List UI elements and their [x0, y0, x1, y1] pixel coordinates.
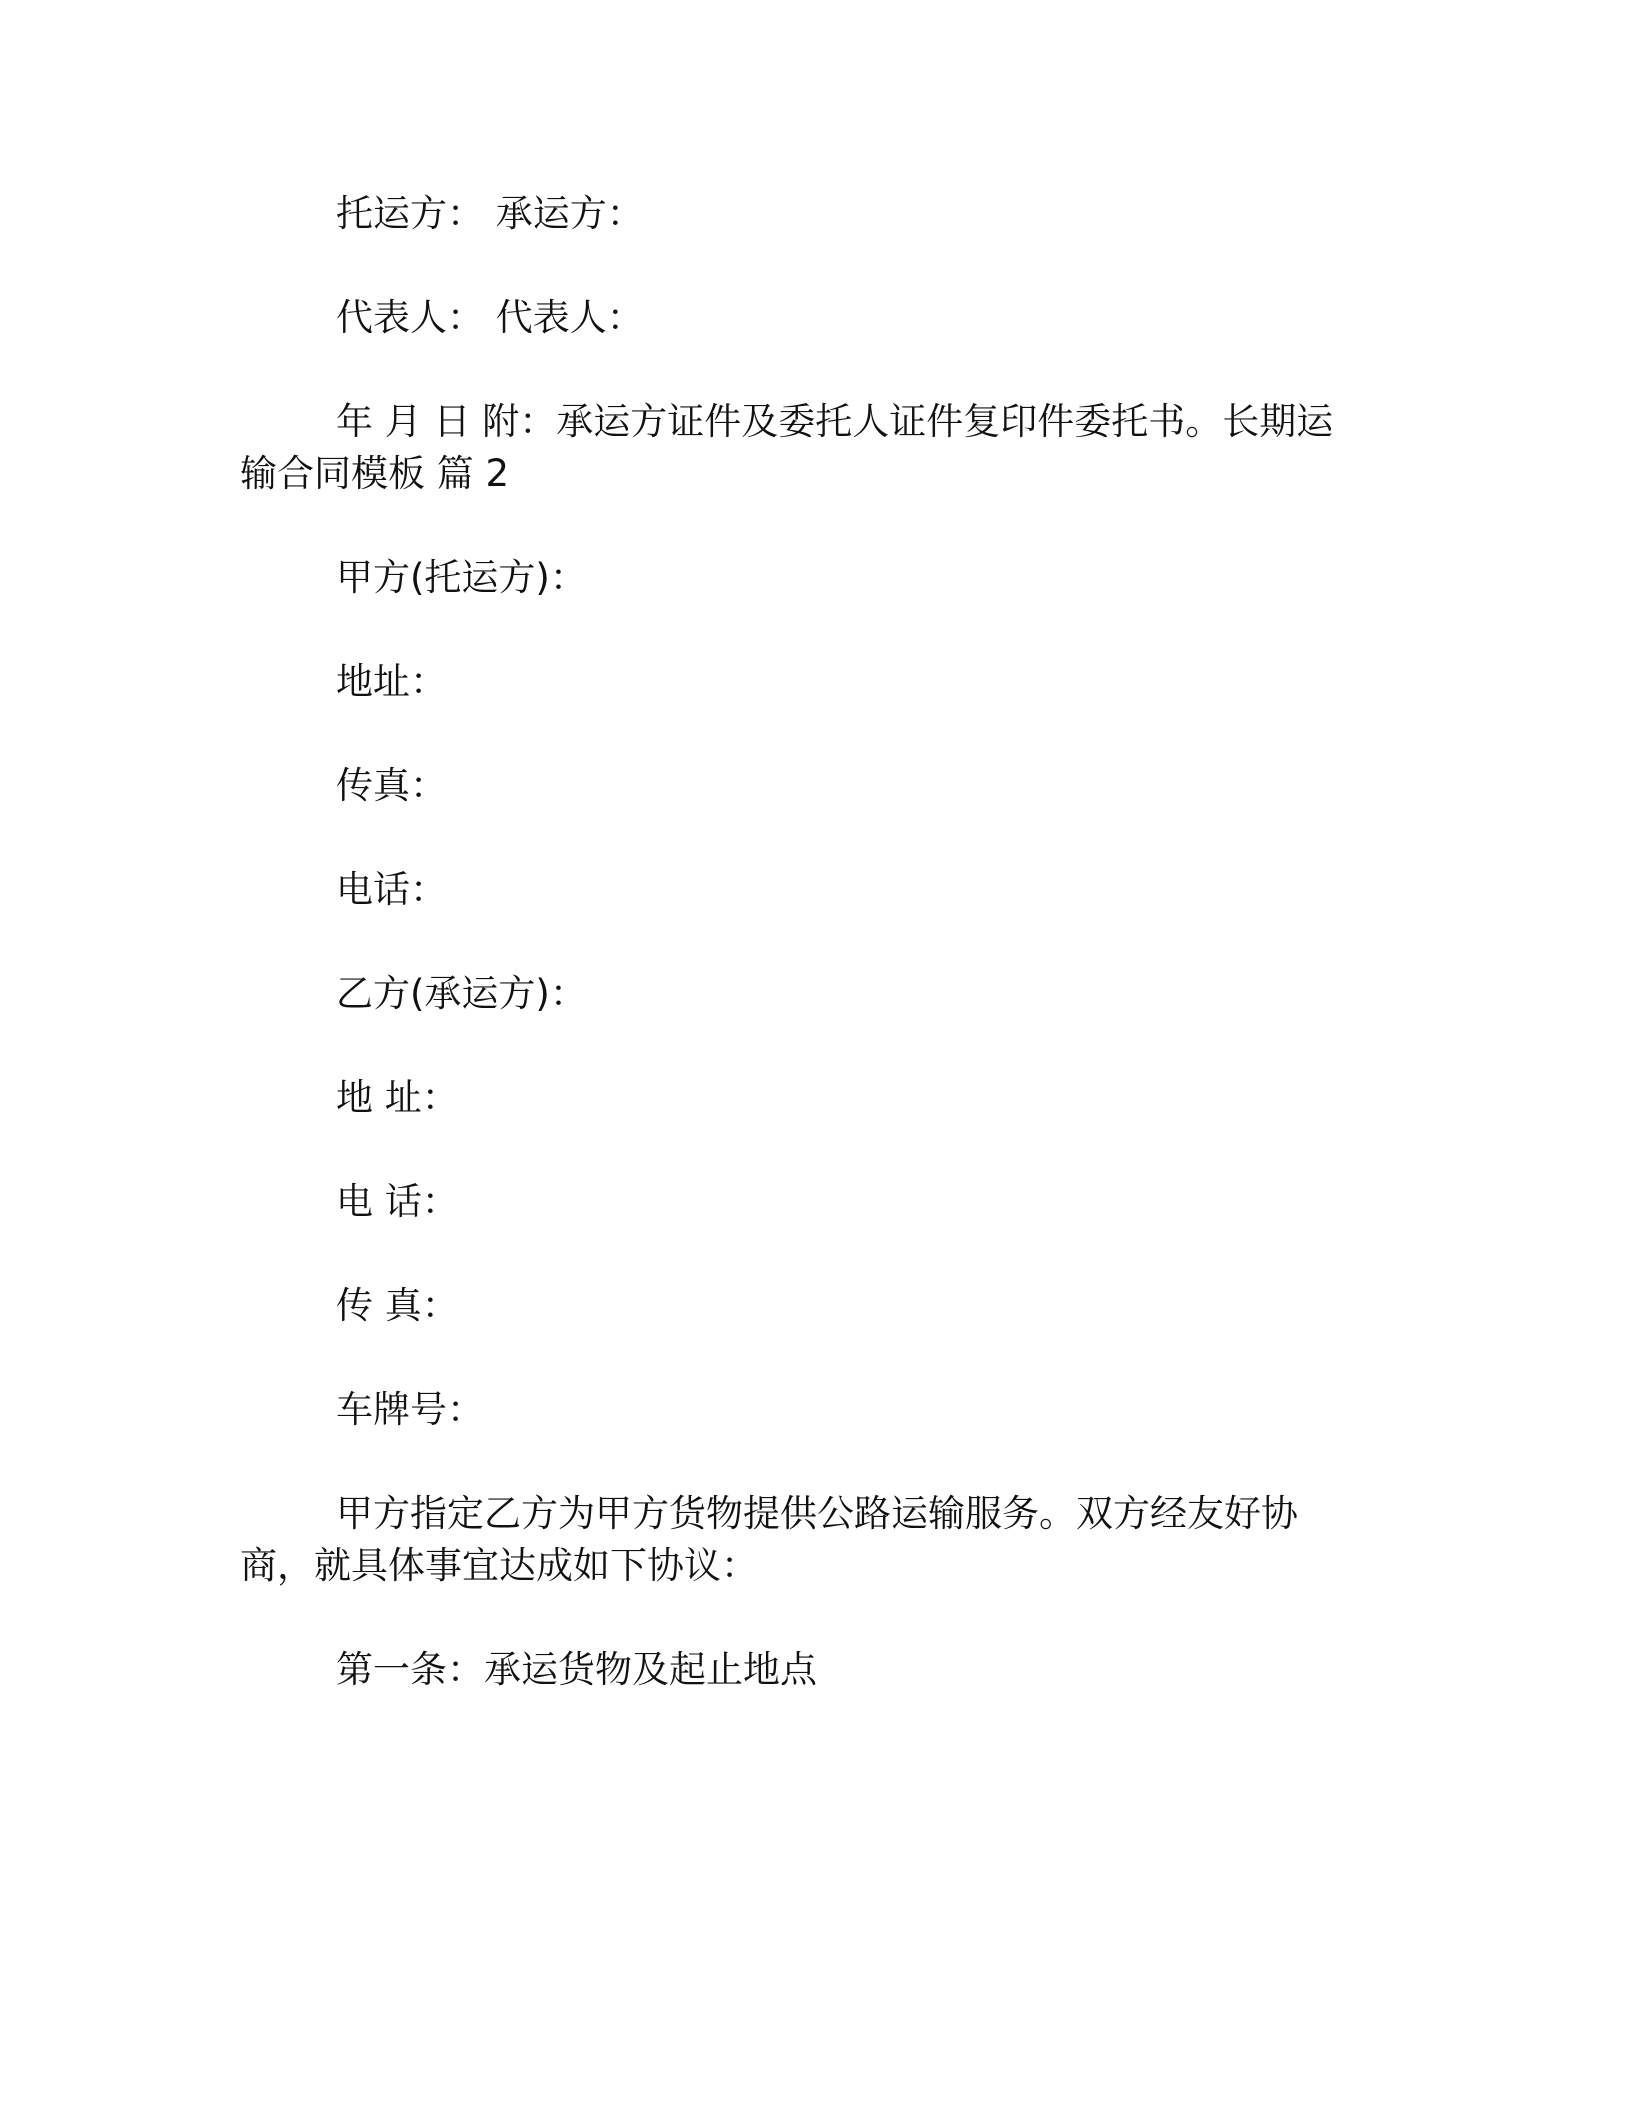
party-b-phone: 电 话：	[336, 1180, 459, 1223]
party-a-address: 地址：	[336, 660, 447, 703]
party-a-fax: 传真：	[336, 764, 447, 807]
party-a-phone: 电话：	[336, 868, 447, 911]
plate-number: 车牌号：	[336, 1388, 484, 1431]
party-b-fax: 传 真：	[336, 1284, 459, 1327]
document-body	[240, 188, 1360, 1748]
representative-line: 代表人： 代表人：	[336, 296, 644, 339]
party-a-heading: 甲方(托运方)：	[336, 556, 587, 599]
date-attachment-line: 年 月 日 附：承运方证件及委托人证件复印件委托书。长期运输合同模板 篇 2	[240, 400, 1334, 495]
party-b-address: 地 址：	[336, 1076, 459, 1119]
shipper-carrier-line: 托运方： 承运方：	[336, 192, 644, 235]
agreement-intro: 甲方指定乙方为甲方货物提供公路运输服务。双方经友好协商，就具体事宜达成如下协议：	[240, 1492, 1298, 1587]
article-one-heading: 第一条：承运货物及起止地点	[336, 1648, 817, 1691]
party-b-heading: 乙方(承运方)：	[336, 972, 587, 1015]
